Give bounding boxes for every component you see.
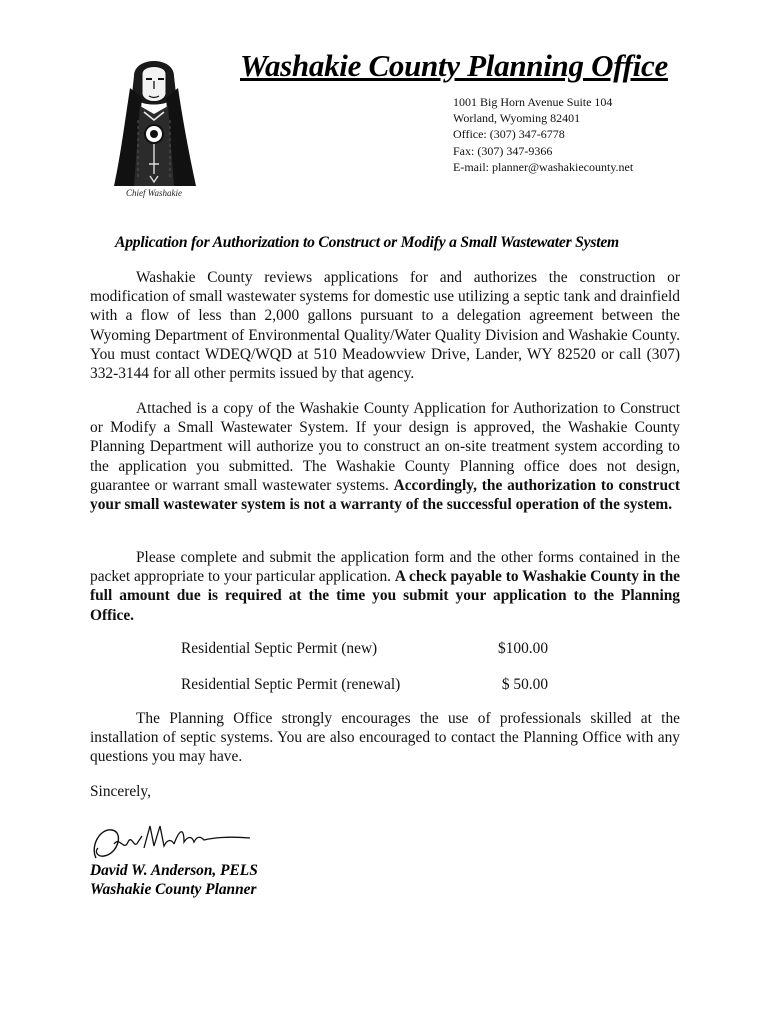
- paragraph-warranty-notice: Accordingly, the authorization to construct your small wastewater system is not a warranty of the successful operation of the system.: [90, 476, 680, 514]
- office-title: Washakie County Planning Office: [240, 48, 668, 83]
- paragraph-submission-text: Please complete and submit the application form and the other forms contained in the packet appropriate to your particular application.: [90, 549, 680, 586]
- fee-row-renewal: [181, 676, 561, 696]
- application-title: Application for Authorization to Construct or Modify a Small Wastewater System: [115, 234, 619, 251]
- signer-name: David W. Anderson, PELS: [90, 862, 258, 879]
- office-address-block: [453, 94, 633, 175]
- chief-washakie-portrait: [100, 48, 208, 190]
- paragraph-payment-notice: A check payable to Washakie County in the full amount due is required at the time you submit your application to the Planning Office.: [90, 568, 680, 624]
- paragraph-professionals: The Planning Office strongly encourages the use of professionals skilled at the installation of septic systems. You are also encouraged to contact the Planning Office with any questions you may have.: [90, 710, 680, 766]
- handwritten-signature: [88, 818, 258, 866]
- address-street: 1001 Big Horn Avenue Suite 104: [453, 95, 613, 109]
- paragraph-intro: Washakie County reviews applications for and authorizes the construction or modification of small wastewater systems for domestic use utilizing a septic tank and drainfield with a flow of less than 2,000 gallons pursuant to a delegation agreement between the Wyoming Department of Environmental Quality/Water Quality Division and Washakie County. You must contact WDEQ/WQD at 510 Meadowview Drive, Lander, WY 82520 or call (307) 332-3144 for all other permits issued by that agency.: [90, 269, 680, 383]
- paragraph-attachment-text: Attached is a copy of the Washakie County Application for Authorization to Construct or Modify a Small Wastewater System. If your design is approved, the Washakie County Planning Department will authorize you to construct an on-site treatment system according to the application you submitted. The Washakie County Planning office does not design, guarantee or warrant small wastewater systems.: [90, 400, 680, 494]
- fee-label-new: Residential Septic Permit (new): [181, 640, 378, 657]
- paragraph-submission: [90, 548, 680, 625]
- fee-amount-new: $100.00: [498, 640, 549, 657]
- address-city: Worland, Wyoming 82401: [453, 111, 581, 126]
- paragraph-attachment: [90, 399, 680, 514]
- fax-number: Fax: (307) 347-9366: [453, 143, 553, 158]
- signer-block: [90, 861, 258, 899]
- signer-title: Washakie County Planner: [90, 881, 257, 898]
- closing-salutation: Sincerely,: [90, 783, 151, 800]
- portrait-caption: Chief Washakie: [126, 188, 182, 198]
- office-phone: Office: (307) 347-6778: [453, 127, 565, 142]
- email-address: E-mail: planner@washakiecounty.net: [453, 159, 634, 174]
- fee-row-new: [181, 640, 561, 660]
- fee-amount-renewal: $ 50.00: [498, 676, 549, 693]
- fee-label-renewal: Residential Septic Permit (renewal): [181, 676, 401, 693]
